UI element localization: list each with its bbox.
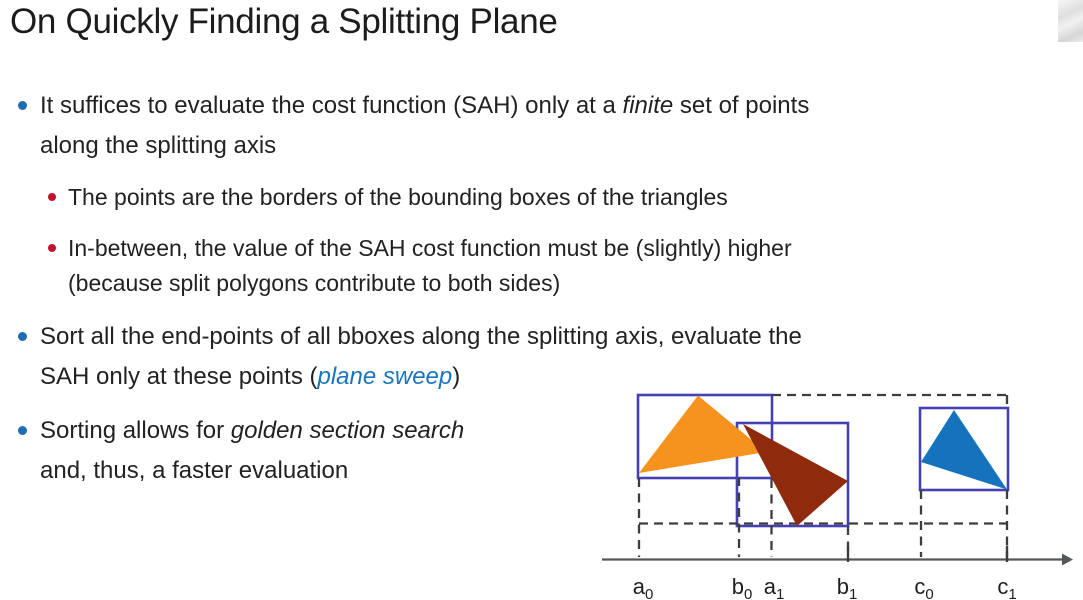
- text-segment: SAH only at these points (: [40, 363, 318, 390]
- bullet-marker: [18, 101, 27, 110]
- plane-sweep-diagram: [600, 385, 1083, 600]
- axis-label-c1: $c_1$: [997, 574, 1017, 600]
- axis-label-b1: $b_1$: [836, 574, 858, 600]
- axis-label-b0: $b_0$: [731, 574, 753, 600]
- bullet-line: [68, 266, 792, 301]
- bullet-item-1: [14, 86, 1034, 166]
- bullet-line: [40, 451, 464, 491]
- bullet-line: [40, 86, 809, 126]
- bullet-line: [68, 231, 792, 266]
- text-segment: (because split polygons contribute to both sides): [68, 270, 561, 296]
- bullet-marker: [48, 193, 56, 201]
- text-segment: The points are the borders of the bounding boxes of the triangles: [68, 184, 728, 210]
- text-segment: Sorting allows for: [40, 417, 231, 444]
- text-segment: Sort all the end-points of all bboxes along the splitting axis, evaluate the: [40, 323, 802, 350]
- bullet-text: [68, 180, 728, 215]
- sub-bullet-item-1: [48, 180, 1034, 215]
- slide-title: On Quickly Finding a Splitting Plane: [10, 2, 558, 41]
- text-segment: It suffices to evaluate the cost function (SAH) only at a: [40, 92, 623, 119]
- text-segment: In-between, the value of the SAH cost function must be (slightly) higher: [68, 235, 792, 261]
- text-segment: and, thus, a faster evaluation: [40, 457, 349, 484]
- bullet-line: [40, 126, 809, 166]
- text-segment-italic: finite: [622, 92, 674, 119]
- axis-label-a0: $a_0$: [632, 574, 654, 600]
- text-segment-italic: golden section search: [230, 417, 465, 444]
- bullet-text: [68, 231, 792, 301]
- text-segment: ): [452, 363, 461, 390]
- bullet-marker: [48, 244, 56, 252]
- bullet-marker: [18, 332, 27, 341]
- text-segment-plane-sweep: plane sweep: [317, 363, 453, 390]
- bullet-text: [40, 86, 809, 166]
- bullet-line: [40, 411, 464, 451]
- axis-label-c0: $c_0$: [914, 574, 934, 600]
- text-segment: along the splitting axis: [40, 132, 277, 159]
- bullet-line: [40, 317, 802, 357]
- corner-logo-image: [1058, 0, 1083, 42]
- triangle-maroon: [743, 424, 848, 526]
- triangle-blue: [921, 410, 1007, 490]
- axis-arrow-icon: [1062, 554, 1073, 566]
- bullet-marker: [18, 426, 27, 435]
- text-segment: set of points: [673, 92, 810, 119]
- axis-label-a1: $a_1$: [763, 574, 785, 600]
- triangle-orange: [639, 396, 766, 474]
- bullet-text: [40, 411, 464, 491]
- sub-bullet-item-2: [48, 231, 1034, 301]
- bullet-line: [68, 180, 728, 215]
